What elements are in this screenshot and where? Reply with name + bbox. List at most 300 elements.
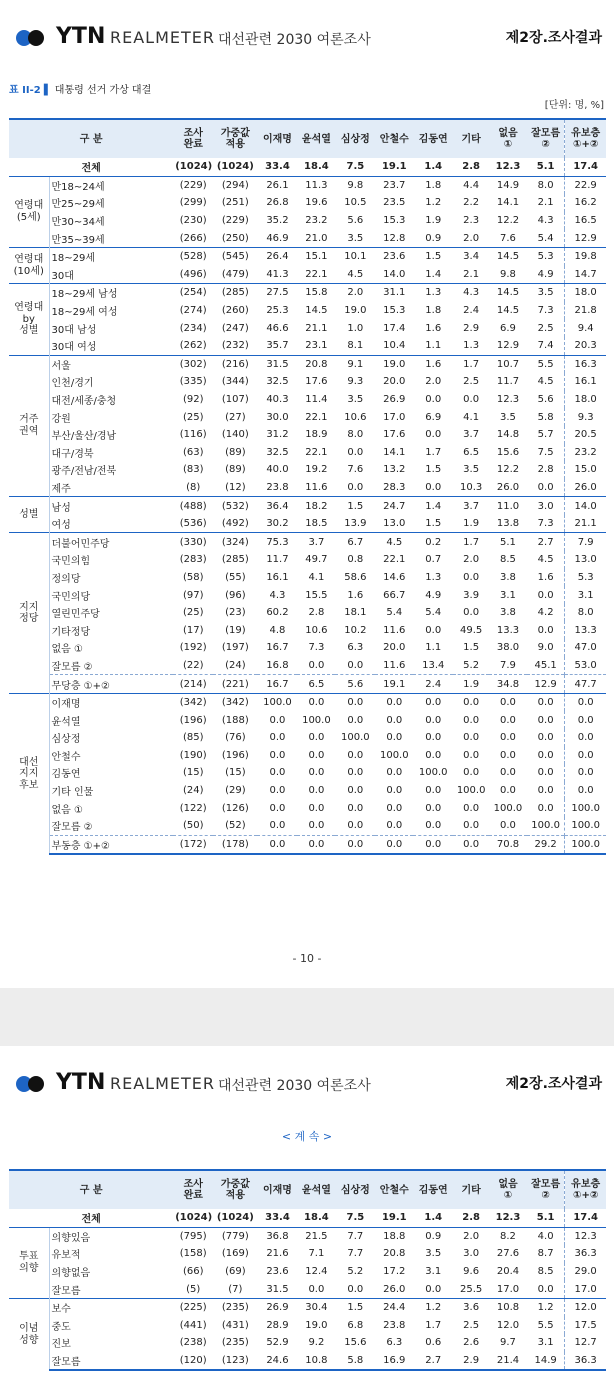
table-cell: 2.3 xyxy=(463,215,480,227)
table-cell: 2.5 xyxy=(463,1319,480,1331)
row-label: 기타 인물 xyxy=(51,787,94,799)
table-cell: (120) xyxy=(173,1352,213,1371)
table-cell: (234) xyxy=(179,322,207,334)
column-header-line1: 김동연 xyxy=(418,133,448,145)
table-row xyxy=(9,551,606,569)
table-row xyxy=(9,693,606,711)
column-header-line1: 윤석열 xyxy=(301,133,331,145)
table-cell: 100.0 xyxy=(493,802,523,814)
table-row xyxy=(9,604,606,622)
unit-label: [단위: 명, %] xyxy=(544,100,604,111)
table-cell: 17.5 xyxy=(565,1317,606,1335)
table-cell: 10.7 xyxy=(489,355,527,373)
table-cell: 75.3 xyxy=(257,533,297,551)
table-cell: 3.0 xyxy=(527,497,565,515)
table-cell: 3.5 xyxy=(500,411,516,423)
total-cell: 5.1 xyxy=(527,1209,565,1227)
table-cell: 100.0 xyxy=(565,835,606,854)
table-cell: 0.0 xyxy=(565,711,606,729)
table-cell: 0.0 xyxy=(269,749,286,761)
table-cell: 100.0 xyxy=(302,714,331,726)
table-cell: 3.1 xyxy=(425,1266,442,1278)
table-cell: 4.5 xyxy=(537,376,554,388)
table-cell: 100.0 xyxy=(418,767,448,779)
table-cell: 10.8 xyxy=(297,1352,335,1371)
total-cell: 12.3 xyxy=(489,158,527,176)
table-cell: 16.1 xyxy=(266,571,289,583)
table-cell: (25) xyxy=(182,607,204,619)
table-cell: 21.6 xyxy=(266,1248,289,1260)
table-cell: (229) xyxy=(179,179,207,191)
table-cell: 0.0 xyxy=(500,767,516,779)
table-cell: 3.8 xyxy=(500,607,516,619)
table-cell: 0.0 xyxy=(269,732,286,744)
table-cell: 40.3 xyxy=(266,394,289,406)
table-cell: (238) xyxy=(179,1337,207,1349)
total-cell: 17.4 xyxy=(565,158,606,176)
row-label: 잘모름 xyxy=(51,1285,81,1297)
row-label: 없음 ① xyxy=(51,644,83,656)
table-cell: 6.9 xyxy=(500,322,516,334)
table-cell: 0.0 xyxy=(565,782,606,800)
table-cell: 7.6 xyxy=(347,464,364,476)
table-cell: 0.0 xyxy=(500,714,516,726)
table-cell: (342) xyxy=(173,693,213,711)
table-cell: 2.0 xyxy=(463,1230,480,1242)
table-cell: (344) xyxy=(221,376,249,388)
table-cell: 15.6 xyxy=(344,1337,367,1349)
table-cell: 11.7 xyxy=(496,376,520,388)
table-cell: 0.0 xyxy=(537,785,554,797)
table-cell: 32.5 xyxy=(266,376,289,388)
row-label: 김동연 xyxy=(51,769,81,781)
table-cell: 12.9 xyxy=(527,675,565,694)
table-cell: 0.0 xyxy=(386,767,403,779)
column-header xyxy=(527,1170,565,1209)
table-cell: 4.5 xyxy=(537,554,554,566)
table-cell: 0.0 xyxy=(463,732,480,744)
table-cell: 2.5 xyxy=(463,376,480,388)
table-cell: 0.0 xyxy=(537,481,554,493)
row-label: 유보적 xyxy=(51,1250,81,1262)
table-cell: (15) xyxy=(225,767,246,779)
table-cell: 21.1 xyxy=(305,322,328,334)
table-cell: 0.9 xyxy=(425,1230,442,1242)
table-cell: 7.9 xyxy=(500,659,516,671)
table-row xyxy=(9,391,606,409)
total-cell: 1.4 xyxy=(413,158,453,176)
table-cell: 0.0 xyxy=(463,607,480,619)
table-cell: (330) xyxy=(173,533,213,551)
row-label: 기타정당 xyxy=(51,626,91,638)
table-cell: 5.8 xyxy=(335,1352,375,1371)
table-cell: (247) xyxy=(221,322,249,334)
row-label: 부동층 ①+② xyxy=(49,835,173,854)
table-cell: 7.7 xyxy=(347,1230,364,1242)
row-label: 안철수 xyxy=(51,751,81,763)
table-cell: (192) xyxy=(179,642,207,654)
row-label: 강원 xyxy=(51,413,71,425)
table-cell: 23.6 xyxy=(375,247,413,265)
table-cell: (29) xyxy=(225,785,246,797)
table-cell: 4.5 xyxy=(375,533,413,551)
header-row xyxy=(9,119,606,158)
table-cell: 100.0 xyxy=(565,817,606,835)
table-cell: (96) xyxy=(225,589,246,601)
table-cell: 14.5 xyxy=(489,284,527,302)
table-cell: (492) xyxy=(221,518,249,530)
column-header-line2: ① xyxy=(503,1190,513,1201)
table-cell: (63) xyxy=(182,446,204,458)
table-cell: 1.6 xyxy=(537,571,554,583)
table-cell: 23.2 xyxy=(305,215,328,227)
partner-logo: REALMETER xyxy=(110,1074,215,1093)
table-cell: 0.0 xyxy=(347,802,364,814)
table-cell: 4.9 xyxy=(425,589,442,601)
table-cell: 47.7 xyxy=(565,675,606,694)
report-page-11 xyxy=(0,1046,614,1400)
table-row xyxy=(9,319,606,337)
table-cell: (89) xyxy=(225,446,246,458)
table-row xyxy=(9,247,606,265)
column-header xyxy=(413,119,453,158)
table-cell: (89) xyxy=(225,464,246,476)
table-cell: 2.9 xyxy=(453,1352,489,1371)
column-header xyxy=(297,1170,335,1209)
column-header-line2: ② xyxy=(541,139,550,150)
table-cell: 7.6 xyxy=(500,232,516,244)
group-label: 대선 지지 후보 xyxy=(9,693,49,854)
table-row xyxy=(9,747,606,765)
table-cell: (23) xyxy=(225,607,246,619)
table-cell: 0.0 xyxy=(308,749,325,761)
row-label: 부산/울산/경남 xyxy=(51,431,117,443)
table-cell: 49.7 xyxy=(305,554,328,566)
table-cell: 12.4 xyxy=(305,1266,328,1278)
table-cell: 16.3 xyxy=(565,355,606,373)
table-cell: (97) xyxy=(182,589,204,601)
table-cell: (66) xyxy=(182,1266,204,1278)
table-row xyxy=(9,569,606,587)
table-cell: 17.0 xyxy=(496,1283,520,1295)
table-row xyxy=(9,176,606,194)
table-cell: 10.6 xyxy=(344,411,367,423)
table-cell: 31.5 xyxy=(266,1283,289,1295)
table-cell: 1.5 xyxy=(425,464,442,476)
table-cell: 0.0 xyxy=(527,693,565,711)
table-cell: 60.2 xyxy=(266,607,289,619)
table-cell: 53.0 xyxy=(565,657,606,675)
table-cell: 46.6 xyxy=(266,322,289,334)
table-cell: 23.5 xyxy=(383,197,406,209)
table-cell: (285) xyxy=(221,554,249,566)
table-cell: 1.6 xyxy=(347,589,364,601)
table-cell: 0.0 xyxy=(308,820,325,832)
table-cell: 4.3 xyxy=(537,215,554,227)
column-header xyxy=(453,1170,489,1209)
table-cell: 0.0 xyxy=(425,732,442,744)
results-table xyxy=(9,118,606,855)
brand-logo: YTN xyxy=(56,1070,106,1095)
table-cell: 1.5 xyxy=(413,247,453,265)
table-cell: 21.5 xyxy=(305,1230,328,1242)
table-cell: 21.0 xyxy=(305,232,328,244)
table-cell: 0.7 xyxy=(425,554,442,566)
table-cell: 14.9 xyxy=(527,1352,565,1371)
table-cell: 11.0 xyxy=(489,497,527,515)
table-cell: (107) xyxy=(221,394,249,406)
table-cell: 45.1 xyxy=(534,659,557,671)
row-label: 진보 xyxy=(51,1339,71,1351)
table-cell: 4.1 xyxy=(463,411,480,423)
table-cell: 0.0 xyxy=(269,785,286,797)
table-cell: 9.7 xyxy=(500,1337,516,1349)
table-row xyxy=(9,729,606,747)
table-cell: (254) xyxy=(173,284,213,302)
row-label: 의향없음 xyxy=(51,1268,91,1280)
table-cell: (122) xyxy=(179,802,207,814)
table-cell: 0.0 xyxy=(297,835,335,854)
table-cell: (7) xyxy=(228,1283,243,1295)
table-cell: 7.4 xyxy=(537,340,554,352)
table-cell: 13.0 xyxy=(383,518,406,530)
table-cell: 13.3 xyxy=(496,624,520,636)
table-cell: 22.1 xyxy=(305,411,328,423)
table-cell: 20.0 xyxy=(383,642,406,654)
table-cell: 18.8 xyxy=(383,1230,406,1242)
chapter-title: 제2장.조사결과 xyxy=(505,1076,602,1092)
table-cell: 18.9 xyxy=(305,429,328,441)
table-cell: (85) xyxy=(182,732,204,744)
table-cell: 58.6 xyxy=(344,571,367,583)
table-row xyxy=(9,444,606,462)
table-cell: 11.3 xyxy=(305,179,328,191)
table-cell: 36.3 xyxy=(565,1352,606,1371)
continued-label: < 계 속 > xyxy=(281,1130,333,1143)
table-cell: 70.8 xyxy=(489,835,527,854)
table-cell: 23.1 xyxy=(305,340,328,352)
table-cell: 0.0 xyxy=(425,785,442,797)
table-cell: 5.6 xyxy=(537,394,554,406)
column-header-line1: 심상정 xyxy=(340,1184,370,1196)
table-cell: (25) xyxy=(182,411,204,423)
column-header xyxy=(375,1170,413,1209)
table-cell: 27.5 xyxy=(257,284,297,302)
table-cell: 9.1 xyxy=(335,355,375,373)
table-cell: 0.0 xyxy=(308,767,325,779)
table-cell: 5.4 xyxy=(537,232,554,244)
total-cell: 33.4 xyxy=(257,1209,297,1227)
total-cell: (1024) xyxy=(213,1209,257,1227)
table-cell: (123) xyxy=(213,1352,257,1371)
table-cell: 7.3 xyxy=(537,518,554,530)
row-label: 만35~39세 xyxy=(51,234,105,246)
table-cell: (140) xyxy=(221,429,249,441)
table-cell: 11.6 xyxy=(383,624,406,636)
table-cell: 100.0 xyxy=(341,732,370,744)
table-cell: 1.3 xyxy=(413,284,453,302)
table-cell: 5.5 xyxy=(537,1319,554,1331)
table-cell: 6.9 xyxy=(425,411,442,423)
table-cell: 14.7 xyxy=(565,266,606,284)
table-cell: 28.3 xyxy=(383,481,406,493)
table-cell: 23.7 xyxy=(383,179,406,191)
table-cell: (15) xyxy=(182,767,204,779)
table-cell: 36.8 xyxy=(266,1230,289,1242)
table-cell: 3.7 xyxy=(297,533,335,551)
table-cell: 16.7 xyxy=(266,642,289,654)
table-cell: 23.8 xyxy=(266,481,289,493)
table-cell: 0.0 xyxy=(565,764,606,782)
table-cell: 2.1 xyxy=(537,197,554,209)
table-cell: 7.3 xyxy=(537,305,554,317)
stub-header: 구 분 xyxy=(9,119,173,158)
table-cell: 19.8 xyxy=(565,247,606,265)
table-cell: (27) xyxy=(225,411,246,423)
total-label: 전체 xyxy=(9,158,173,176)
table-cell: 3.5 xyxy=(347,232,364,244)
table-cell: (431) xyxy=(221,1319,249,1331)
results-table-continued xyxy=(9,1169,606,1371)
table-cell: 0.0 xyxy=(537,749,554,761)
table-cell: 6.7 xyxy=(335,533,375,551)
table-cell: 0.0 xyxy=(565,747,606,765)
table-cell: 8.1 xyxy=(347,340,364,352)
column-header-line1: 없음 xyxy=(498,1179,518,1190)
table-cell: 7.1 xyxy=(308,1248,325,1260)
table-cell: 15.5 xyxy=(305,589,328,601)
table-cell: 0.0 xyxy=(500,820,516,832)
table-cell: (299) xyxy=(179,197,207,209)
table-cell: 11.6 xyxy=(305,481,328,493)
table-cell: (545) xyxy=(213,247,257,265)
table-cell: 26.0 xyxy=(496,481,520,493)
column-header xyxy=(335,119,375,158)
table-cell: 0.0 xyxy=(375,835,413,854)
table-cell: 2.2 xyxy=(463,197,480,209)
table-cell: 0.0 xyxy=(386,785,403,797)
table-cell: 17.0 xyxy=(565,1280,606,1298)
column-header-line2: ① xyxy=(503,139,513,150)
table-cell: 3.7 xyxy=(463,429,480,441)
table-cell: 0.0 xyxy=(425,1283,442,1295)
table-cell: 0.0 xyxy=(463,714,480,726)
page-header xyxy=(0,1046,614,1095)
column-header xyxy=(413,1170,453,1209)
table-row xyxy=(9,194,606,212)
table-cell: 0.0 xyxy=(347,767,364,779)
table-cell: 0.0 xyxy=(425,749,442,761)
table-cell: 4.3 xyxy=(453,284,489,302)
table-row xyxy=(9,533,606,551)
table-cell: 0.0 xyxy=(269,802,286,814)
table-cell: 3.1 xyxy=(500,589,516,601)
table-cell: 2.6 xyxy=(463,1337,480,1349)
total-label: 전체 xyxy=(9,1209,173,1227)
row-label: 더불어민주당 xyxy=(49,533,173,551)
table-cell: 12.0 xyxy=(496,1319,520,1331)
table-cell: (24) xyxy=(225,659,246,671)
table-cell: 23.6 xyxy=(266,1266,289,1278)
column-header-line1: 이재명 xyxy=(262,133,292,145)
table-cell: 5.3 xyxy=(527,247,565,265)
table-cell: (196) xyxy=(179,714,207,726)
row-label: 심상정 xyxy=(51,734,81,746)
table-cell: 30.2 xyxy=(266,518,289,530)
table-cell: 30.0 xyxy=(266,411,289,423)
table-cell: 0.0 xyxy=(297,693,335,711)
table-cell: 20.8 xyxy=(297,355,335,373)
table-cell: 100.0 xyxy=(456,785,486,797)
table-cell: 4.4 xyxy=(463,179,480,191)
table-cell: 13.2 xyxy=(383,464,406,476)
table-cell: 4.1 xyxy=(308,571,325,583)
table-cell: 19.6 xyxy=(305,197,328,209)
table-cell: (24) xyxy=(182,785,204,797)
column-header-line2: ①+② xyxy=(573,139,599,150)
column-header-line1: 조사 xyxy=(183,1179,203,1190)
table-cell: 3.8 xyxy=(500,571,516,583)
column-header-line1: 기타 xyxy=(461,133,481,145)
table-cell: 20.0 xyxy=(383,376,406,388)
column-header-line2: ② xyxy=(541,1190,550,1201)
column-header-line1: 안철수 xyxy=(379,133,409,145)
column-header-line1: 없음 xyxy=(498,128,518,139)
column-header xyxy=(173,119,213,158)
table-cell: 31.1 xyxy=(375,284,413,302)
column-header-line2: ①+② xyxy=(573,1190,599,1201)
table-cell: 32.5 xyxy=(266,446,289,458)
table-cell: (83) xyxy=(182,464,204,476)
table-cell: 0.2 xyxy=(413,533,453,551)
table-row xyxy=(9,1334,606,1352)
table-cell: 6.3 xyxy=(386,1337,403,1349)
table-cell: 46.9 xyxy=(266,232,289,244)
survey-title: 대선관련 2030 여론조사 xyxy=(218,1078,371,1094)
table-cell: 20.8 xyxy=(383,1248,406,1260)
table-cell: 30.4 xyxy=(297,1298,335,1316)
table-cell: 0.0 xyxy=(425,624,442,636)
table-cell: 5.7 xyxy=(537,429,554,441)
table-cell: 0.0 xyxy=(537,714,554,726)
table-cell: 4.8 xyxy=(269,624,286,636)
table-cell: 35.7 xyxy=(266,340,289,352)
table-cell: 0.0 xyxy=(500,785,516,797)
brand-logo: YTN xyxy=(56,24,106,49)
table-cell: 7.9 xyxy=(565,533,606,551)
table-cell: 6.5 xyxy=(297,675,335,694)
table-cell: 0.0 xyxy=(537,767,554,779)
table-cell: 19.2 xyxy=(305,464,328,476)
row-label: 제주 xyxy=(51,483,71,495)
column-header xyxy=(257,119,297,158)
table-cell: 10.2 xyxy=(344,624,367,636)
table-cell: 100.0 xyxy=(531,820,560,832)
table-cell: 0.0 xyxy=(347,714,364,726)
table-cell: 26.8 xyxy=(266,197,289,209)
table-cell: (178) xyxy=(213,835,257,854)
row-label: 국민의힘 xyxy=(51,556,91,568)
column-header-line1: 가중값 xyxy=(220,128,250,139)
table-cell: 13.8 xyxy=(496,518,520,530)
column-header-line2: 완료 xyxy=(183,139,203,150)
table-cell: 14.5 xyxy=(489,247,527,265)
group-label: 거주 권역 xyxy=(9,355,49,497)
table-cell: 0.0 xyxy=(347,820,364,832)
table-cell: 11.7 xyxy=(266,554,289,566)
table-cell: 22.9 xyxy=(565,176,606,194)
column-header-line2: 완료 xyxy=(183,1190,203,1201)
